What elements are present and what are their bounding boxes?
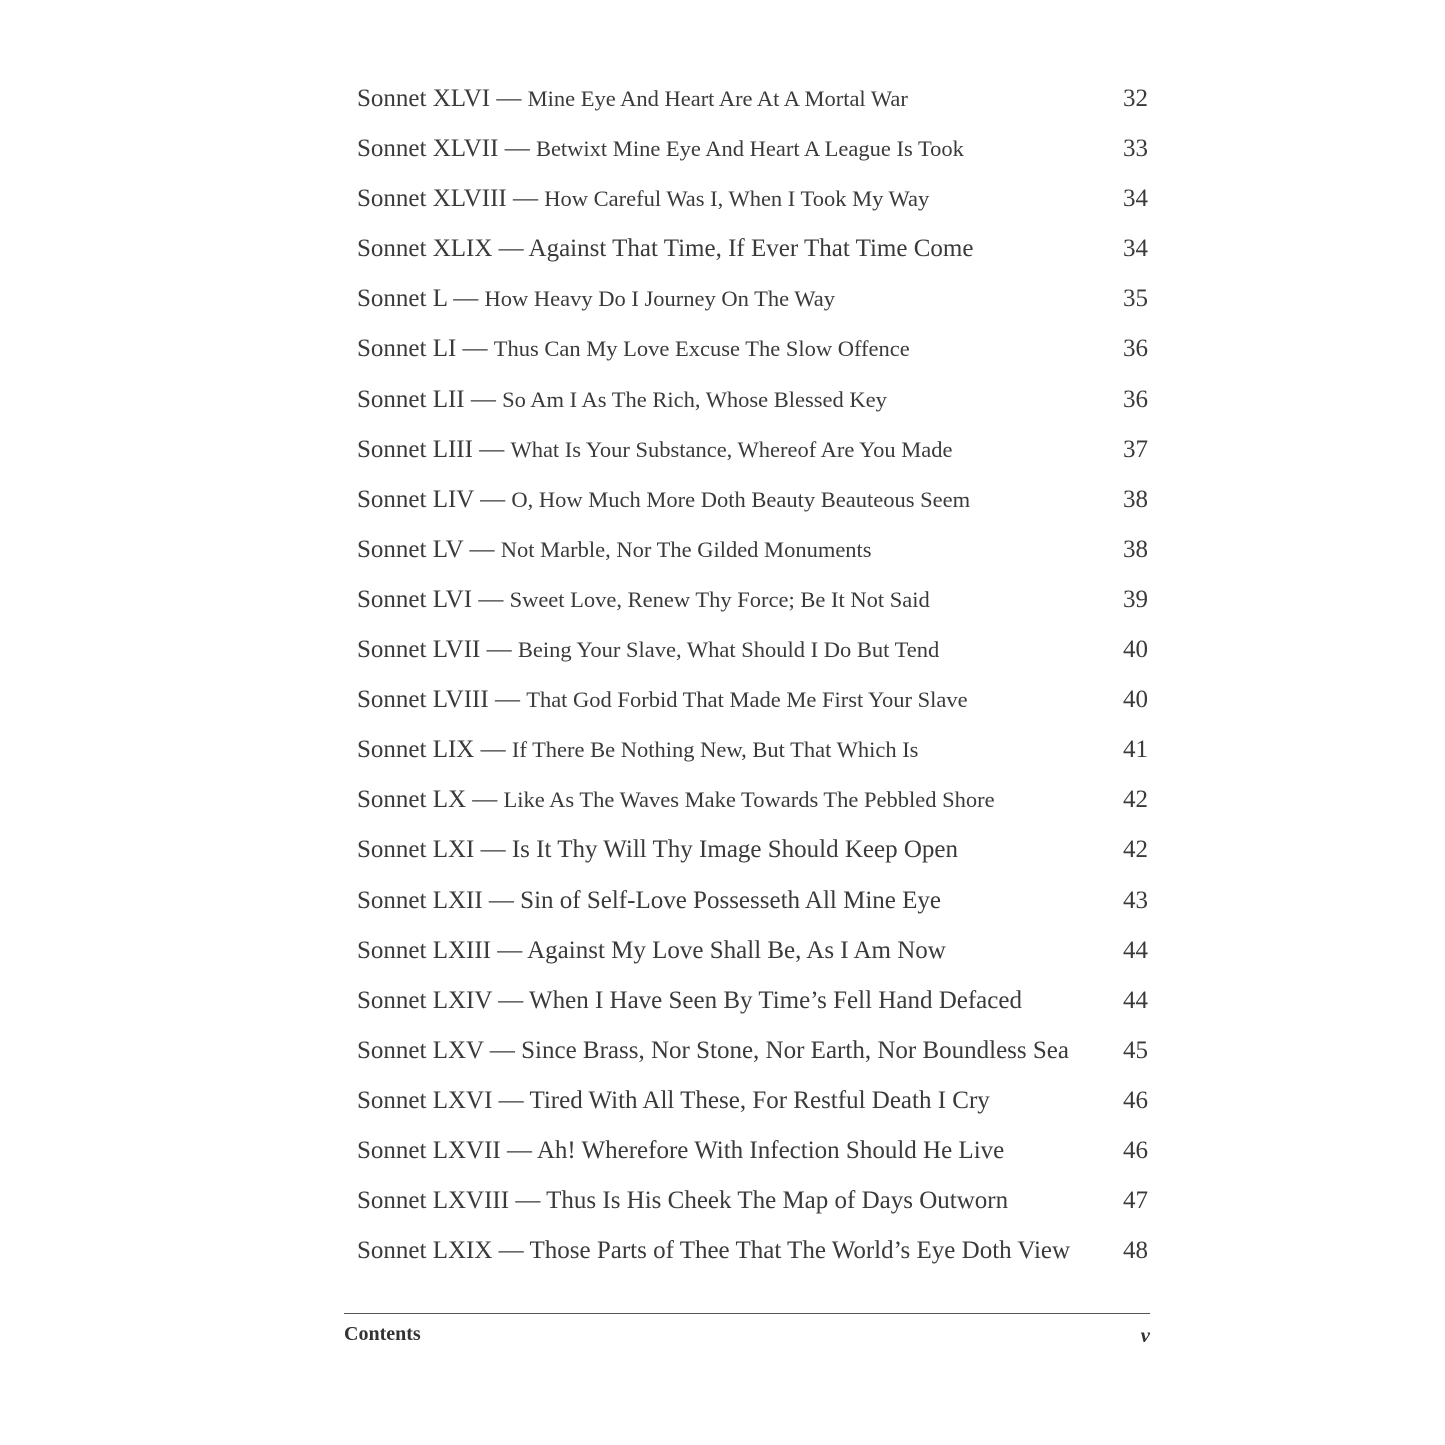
sonnet-first-line: How Careful Was I, When I Took My Way bbox=[544, 186, 930, 212]
em-dash-separator: — bbox=[453, 285, 479, 313]
toc-entry-title bbox=[357, 627, 939, 673]
sonnet-number: Sonnet L bbox=[357, 285, 448, 313]
toc-page-number: 44 bbox=[1123, 936, 1148, 964]
toc-entry[interactable] bbox=[357, 827, 1150, 877]
sonnet-first-line: If There Be Nothing New, But That Which Is bbox=[511, 737, 919, 763]
sonnet-number: Sonnet LXVII bbox=[357, 1136, 501, 1164]
footer-rule bbox=[344, 1313, 1150, 1314]
toc-entry[interactable] bbox=[357, 377, 1150, 427]
toc-entry-title bbox=[357, 577, 930, 623]
sonnet-number: Sonnet LXVI bbox=[357, 1086, 493, 1114]
toc-page-number: 38 bbox=[1123, 535, 1148, 563]
toc-entry[interactable] bbox=[357, 76, 1150, 126]
toc-entry[interactable] bbox=[357, 1128, 1150, 1178]
toc-entry[interactable] bbox=[357, 126, 1150, 176]
em-dash-separator: — bbox=[497, 936, 523, 964]
toc-page-number: 46 bbox=[1123, 1136, 1148, 1164]
em-dash-separator: — bbox=[494, 686, 520, 714]
sonnet-first-line: Betwixt Mine Eye And Heart A League Is Took bbox=[535, 136, 964, 162]
toc-entry-title bbox=[357, 727, 918, 773]
running-footer-title: Contents bbox=[344, 1323, 421, 1345]
toc-entry[interactable] bbox=[357, 176, 1150, 226]
page-number: v bbox=[1140, 1323, 1150, 1347]
toc-entry-title bbox=[357, 777, 995, 823]
sonnet-first-line: So Am I As The Rich, Whose Blessed Key bbox=[502, 386, 887, 412]
toc-entry[interactable] bbox=[357, 276, 1150, 326]
em-dash-separator: — bbox=[506, 1136, 532, 1164]
sonnet-number: Sonnet XLVIII bbox=[357, 185, 507, 213]
toc-entry-title bbox=[357, 477, 970, 523]
sonnet-first-line: Thus Can My Love Excuse The Slow Offence bbox=[493, 336, 910, 362]
sonnet-number: Sonnet XLVI bbox=[357, 85, 491, 112]
sonnet-number: Sonnet LIX bbox=[357, 736, 475, 764]
toc-entry-title bbox=[357, 978, 1022, 1024]
toc-page-number: 34 bbox=[1123, 185, 1148, 213]
em-dash-separator: — bbox=[472, 786, 498, 814]
sonnet-number: Sonnet LVI bbox=[357, 585, 473, 613]
toc-page-number: 34 bbox=[1123, 235, 1148, 263]
table-of-contents bbox=[357, 76, 1150, 1278]
sonnet-number: Sonnet LXII bbox=[357, 886, 483, 914]
sonnet-first-line: That God Forbid That Made Me First Your Slave bbox=[526, 687, 968, 713]
em-dash-separator: — bbox=[480, 836, 506, 864]
toc-entry-title bbox=[357, 827, 958, 873]
toc-entry-title bbox=[357, 427, 952, 473]
toc-entry[interactable] bbox=[357, 1228, 1150, 1278]
sonnet-number: Sonnet LI bbox=[357, 335, 457, 363]
toc-entry[interactable] bbox=[357, 777, 1150, 827]
toc-entry[interactable] bbox=[357, 1078, 1150, 1128]
sonnet-number: Sonnet LVIII bbox=[357, 686, 489, 714]
sonnet-first-line: Sin of Self-Love Possesseth All Mine Eye bbox=[520, 886, 941, 914]
toc-entry[interactable] bbox=[357, 677, 1150, 727]
sonnet-number: Sonnet LXV bbox=[357, 1036, 484, 1064]
toc-page-number: 48 bbox=[1123, 1237, 1148, 1265]
toc-page-number: 43 bbox=[1123, 886, 1148, 914]
toc-page-number: 37 bbox=[1123, 435, 1148, 463]
em-dash-separator: — bbox=[498, 1237, 524, 1265]
sonnet-number: Sonnet LV bbox=[357, 535, 464, 563]
em-dash-separator: — bbox=[486, 636, 512, 664]
toc-entry-title bbox=[357, 176, 929, 222]
toc-entry-title bbox=[357, 878, 941, 924]
sonnet-first-line: Being Your Slave, What Should I Do But Tend bbox=[517, 637, 940, 663]
toc-page-number: 35 bbox=[1123, 285, 1148, 313]
toc-page-number: 32 bbox=[1123, 85, 1148, 112]
em-dash-separator: — bbox=[513, 185, 539, 213]
sonnet-number: Sonnet XLVII bbox=[357, 135, 499, 163]
toc-entry-title bbox=[357, 1028, 1069, 1074]
em-dash-separator: — bbox=[498, 235, 524, 263]
sonnet-first-line: What Is Your Substance, Whereof Are You Made bbox=[510, 436, 953, 462]
em-dash-separator: — bbox=[498, 1086, 524, 1114]
toc-page-number: 40 bbox=[1123, 636, 1148, 664]
sonnet-first-line: Those Parts of Thee That The World’s Eye Doth View bbox=[529, 1237, 1071, 1265]
toc-page-number: 46 bbox=[1123, 1086, 1148, 1114]
em-dash-separator: — bbox=[480, 485, 506, 513]
em-dash-separator: — bbox=[488, 886, 514, 914]
toc-entry-title bbox=[357, 126, 964, 172]
sonnet-first-line: Sweet Love, Renew Thy Force; Be It Not Said bbox=[509, 586, 930, 612]
toc-entry[interactable] bbox=[357, 477, 1150, 527]
toc-entry-title bbox=[357, 527, 872, 573]
em-dash-separator: — bbox=[470, 385, 496, 413]
toc-page-number: 40 bbox=[1123, 686, 1148, 714]
sonnet-first-line: When I Have Seen By Time’s Fell Hand Defaced bbox=[529, 986, 1022, 1014]
sonnet-first-line: How Heavy Do I Journey On The Way bbox=[484, 286, 835, 312]
sonnet-number: Sonnet LXIV bbox=[357, 986, 492, 1014]
toc-entry-title bbox=[357, 928, 946, 974]
toc-entry-title bbox=[357, 1078, 990, 1124]
toc-entry[interactable] bbox=[357, 1178, 1150, 1228]
toc-page-number: 41 bbox=[1123, 736, 1148, 764]
toc-entry[interactable] bbox=[357, 577, 1150, 627]
toc-entry-title bbox=[357, 226, 973, 272]
em-dash-separator: — bbox=[469, 535, 495, 563]
sonnet-first-line: Against That Time, If Ever That Time Come bbox=[528, 235, 974, 263]
toc-entry[interactable] bbox=[357, 727, 1150, 777]
toc-entry-title bbox=[357, 1128, 1004, 1174]
toc-entry[interactable] bbox=[357, 226, 1150, 276]
sonnet-number: Sonnet LII bbox=[357, 385, 465, 413]
sonnet-first-line: Like As The Waves Make Towards The Pebbled Shore bbox=[503, 787, 995, 813]
em-dash-separator: — bbox=[489, 1036, 515, 1064]
em-dash-separator: — bbox=[479, 435, 505, 463]
sonnet-number: Sonnet XLIX bbox=[357, 235, 493, 263]
sonnet-number: Sonnet LXIII bbox=[357, 936, 491, 964]
toc-entry-title bbox=[357, 76, 908, 122]
sonnet-first-line: Against My Love Shall Be, As I Am Now bbox=[527, 936, 946, 964]
sonnet-first-line: Thus Is His Cheek The Map of Days Outworn bbox=[546, 1187, 1009, 1215]
toc-page-number: 39 bbox=[1123, 585, 1148, 613]
toc-page-number: 42 bbox=[1123, 786, 1148, 814]
toc-entry[interactable] bbox=[357, 878, 1150, 928]
toc-page-number: 38 bbox=[1123, 485, 1148, 513]
sonnet-number: Sonnet LXI bbox=[357, 836, 475, 864]
toc-page-number: 36 bbox=[1123, 335, 1148, 363]
toc-entry-title bbox=[357, 326, 910, 372]
sonnet-first-line: Mine Eye And Heart Are At A Mortal War bbox=[527, 86, 908, 111]
em-dash-separator: — bbox=[496, 85, 522, 112]
toc-entry[interactable] bbox=[357, 928, 1150, 978]
toc-entry-title bbox=[357, 677, 968, 723]
sonnet-first-line: Since Brass, Nor Stone, Nor Earth, Nor Boundless Sea bbox=[521, 1036, 1069, 1064]
sonnet-first-line: O, How Much More Doth Beauty Beauteous Seem bbox=[511, 486, 971, 512]
sonnet-first-line: Is It Thy Will Thy Image Should Keep Open bbox=[511, 836, 959, 864]
toc-page-number: 33 bbox=[1123, 135, 1148, 163]
em-dash-separator: — bbox=[515, 1187, 541, 1215]
em-dash-separator: — bbox=[498, 986, 524, 1014]
toc-entry-title bbox=[357, 276, 835, 322]
em-dash-separator: — bbox=[478, 585, 504, 613]
toc-page-number: 44 bbox=[1123, 986, 1148, 1014]
sonnet-number: Sonnet LXIX bbox=[357, 1237, 493, 1265]
sonnet-number: Sonnet LIII bbox=[357, 435, 473, 463]
toc-entry[interactable] bbox=[357, 326, 1150, 376]
toc-entry[interactable] bbox=[357, 527, 1150, 577]
em-dash-separator: — bbox=[480, 736, 506, 764]
sonnet-number: Sonnet LXVIII bbox=[357, 1187, 510, 1215]
em-dash-separator: — bbox=[504, 135, 530, 163]
em-dash-separator: — bbox=[462, 335, 488, 363]
toc-entry[interactable] bbox=[357, 627, 1150, 677]
toc-page-number: 45 bbox=[1123, 1036, 1148, 1064]
sonnet-number: Sonnet LVII bbox=[357, 636, 481, 664]
toc-page-number: 47 bbox=[1123, 1187, 1148, 1215]
toc-entry[interactable] bbox=[357, 1028, 1150, 1078]
toc-entry-title bbox=[357, 1228, 1070, 1274]
toc-page-number: 36 bbox=[1123, 385, 1148, 413]
sonnet-first-line: Not Marble, Nor The Gilded Monuments bbox=[500, 536, 872, 562]
sonnet-number: Sonnet LX bbox=[357, 786, 467, 814]
toc-entry[interactable] bbox=[357, 427, 1150, 477]
toc-entry-title bbox=[357, 377, 887, 423]
toc-entry-title bbox=[357, 1178, 1008, 1224]
toc-page-number: 42 bbox=[1123, 836, 1148, 864]
sonnet-number: Sonnet LIV bbox=[357, 485, 474, 513]
toc-entry[interactable] bbox=[357, 978, 1150, 1028]
sonnet-first-line: Tired With All These, For Restful Death I Cry bbox=[529, 1086, 990, 1114]
sonnet-first-line: Ah! Wherefore With Infection Should He Live bbox=[536, 1136, 1005, 1164]
